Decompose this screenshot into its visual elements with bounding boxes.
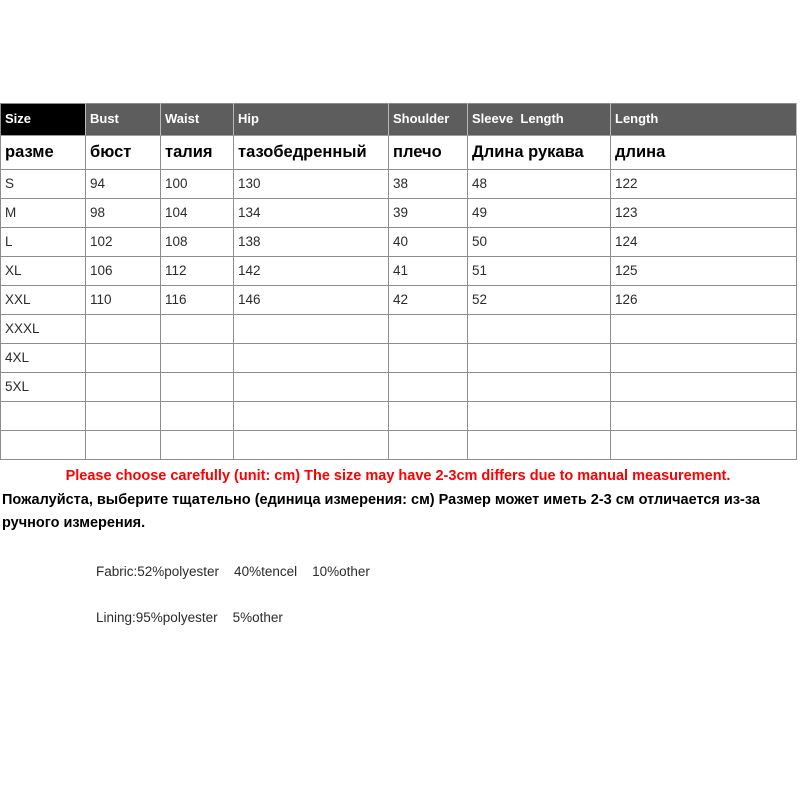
cell-bust bbox=[86, 373, 161, 402]
column-header-sleeve-en: Sleeve Length bbox=[468, 104, 611, 136]
cell-length bbox=[611, 373, 797, 402]
column-header-size-ru: разме bbox=[1, 136, 86, 170]
column-header-bust-ru: бюст bbox=[86, 136, 161, 170]
material-composition bbox=[0, 534, 796, 626]
cell-sleeve: 49 bbox=[468, 199, 611, 228]
lining-composition: Lining:95%polyester 5%other bbox=[96, 610, 283, 626]
column-header-hip-ru: тазобедренный bbox=[234, 136, 389, 170]
cell-size: 5XL bbox=[1, 373, 86, 402]
cell-size: L bbox=[1, 228, 86, 257]
cell-shoulder bbox=[389, 402, 468, 431]
cell-length: 123 bbox=[611, 199, 797, 228]
cell-bust: 98 bbox=[86, 199, 161, 228]
table-row bbox=[1, 344, 797, 373]
cell-length: 124 bbox=[611, 228, 797, 257]
cell-size: M bbox=[1, 199, 86, 228]
cell-length bbox=[611, 344, 797, 373]
cell-hip bbox=[234, 373, 389, 402]
measurement-warning-russian: Пожалуйста, выберите тщательно (единица измерения: см) Размер может иметь 2-3 см отличается из-за ручного измерения. bbox=[2, 492, 760, 531]
cell-length bbox=[611, 402, 797, 431]
cell-shoulder: 40 bbox=[389, 228, 468, 257]
cell-sleeve: 51 bbox=[468, 257, 611, 286]
cell-size: 4XL bbox=[1, 344, 86, 373]
size-chart-table bbox=[0, 103, 797, 460]
cell-sleeve bbox=[468, 431, 611, 460]
column-header-length-ru: длина bbox=[611, 136, 797, 170]
cell-size: XXL bbox=[1, 286, 86, 315]
cell-size bbox=[1, 402, 86, 431]
cell-sleeve bbox=[468, 373, 611, 402]
cell-bust: 94 bbox=[86, 170, 161, 199]
cell-shoulder: 42 bbox=[389, 286, 468, 315]
size-chart-sheet bbox=[0, 103, 796, 626]
cell-length: 125 bbox=[611, 257, 797, 286]
measurement-warning-english: Please choose carefully (unit: cm) The size may have 2-3cm differs due to manual measurement. bbox=[65, 468, 731, 484]
cell-shoulder: 39 bbox=[389, 199, 468, 228]
cell-waist bbox=[161, 402, 234, 431]
cell-waist: 104 bbox=[161, 199, 234, 228]
cell-waist: 108 bbox=[161, 228, 234, 257]
table-header-row-russian bbox=[1, 136, 797, 170]
cell-sleeve bbox=[468, 402, 611, 431]
cell-sleeve: 50 bbox=[468, 228, 611, 257]
cell-shoulder bbox=[389, 431, 468, 460]
cell-length: 126 bbox=[611, 286, 797, 315]
column-header-length-en: Length bbox=[611, 104, 797, 136]
cell-waist: 112 bbox=[161, 257, 234, 286]
table-row bbox=[1, 315, 797, 344]
cell-size: XXXL bbox=[1, 315, 86, 344]
cell-length bbox=[611, 431, 797, 460]
table-row bbox=[1, 170, 797, 199]
cell-hip bbox=[234, 431, 389, 460]
cell-bust: 102 bbox=[86, 228, 161, 257]
column-header-bust-en: Bust bbox=[86, 104, 161, 136]
cell-shoulder bbox=[389, 373, 468, 402]
column-header-sleeve-ru: Длина рукава bbox=[468, 136, 611, 170]
cell-shoulder: 38 bbox=[389, 170, 468, 199]
table-row bbox=[1, 431, 797, 460]
cell-bust bbox=[86, 402, 161, 431]
cell-size: XL bbox=[1, 257, 86, 286]
table-row bbox=[1, 373, 797, 402]
cell-sleeve bbox=[468, 315, 611, 344]
cell-bust bbox=[86, 315, 161, 344]
table-row bbox=[1, 402, 797, 431]
cell-length: 122 bbox=[611, 170, 797, 199]
cell-sleeve: 52 bbox=[468, 286, 611, 315]
cell-size: S bbox=[1, 170, 86, 199]
cell-hip: 142 bbox=[234, 257, 389, 286]
table-row bbox=[1, 286, 797, 315]
cell-hip: 138 bbox=[234, 228, 389, 257]
table-row bbox=[1, 257, 797, 286]
column-header-shoulder-ru: плечо bbox=[389, 136, 468, 170]
table-header-row-english bbox=[1, 104, 797, 136]
cell-hip bbox=[234, 344, 389, 373]
cell-bust: 110 bbox=[86, 286, 161, 315]
cell-size bbox=[1, 431, 86, 460]
cell-bust bbox=[86, 431, 161, 460]
cell-waist bbox=[161, 431, 234, 460]
cell-waist bbox=[161, 344, 234, 373]
cell-bust bbox=[86, 344, 161, 373]
column-header-waist-ru: талия bbox=[161, 136, 234, 170]
cell-shoulder: 41 bbox=[389, 257, 468, 286]
cell-shoulder bbox=[389, 344, 468, 373]
table-row bbox=[1, 199, 797, 228]
table-row bbox=[1, 228, 797, 257]
column-header-shoulder-en: Shoulder bbox=[389, 104, 468, 136]
cell-hip bbox=[234, 402, 389, 431]
cell-length bbox=[611, 315, 797, 344]
cell-shoulder bbox=[389, 315, 468, 344]
cell-hip: 146 bbox=[234, 286, 389, 315]
column-header-waist-en: Waist bbox=[161, 104, 234, 136]
cell-waist: 100 bbox=[161, 170, 234, 199]
cell-waist bbox=[161, 315, 234, 344]
cell-sleeve: 48 bbox=[468, 170, 611, 199]
fabric-composition: Fabric:52%polyester 40%tencel 10%other bbox=[96, 564, 370, 580]
cell-sleeve bbox=[468, 344, 611, 373]
cell-hip: 134 bbox=[234, 199, 389, 228]
cell-hip: 130 bbox=[234, 170, 389, 199]
cell-waist bbox=[161, 373, 234, 402]
cell-waist: 116 bbox=[161, 286, 234, 315]
column-header-size-en: Size bbox=[1, 104, 86, 136]
notes-section bbox=[0, 460, 796, 626]
cell-bust: 106 bbox=[86, 257, 161, 286]
column-header-hip-en: Hip bbox=[234, 104, 389, 136]
cell-hip bbox=[234, 315, 389, 344]
